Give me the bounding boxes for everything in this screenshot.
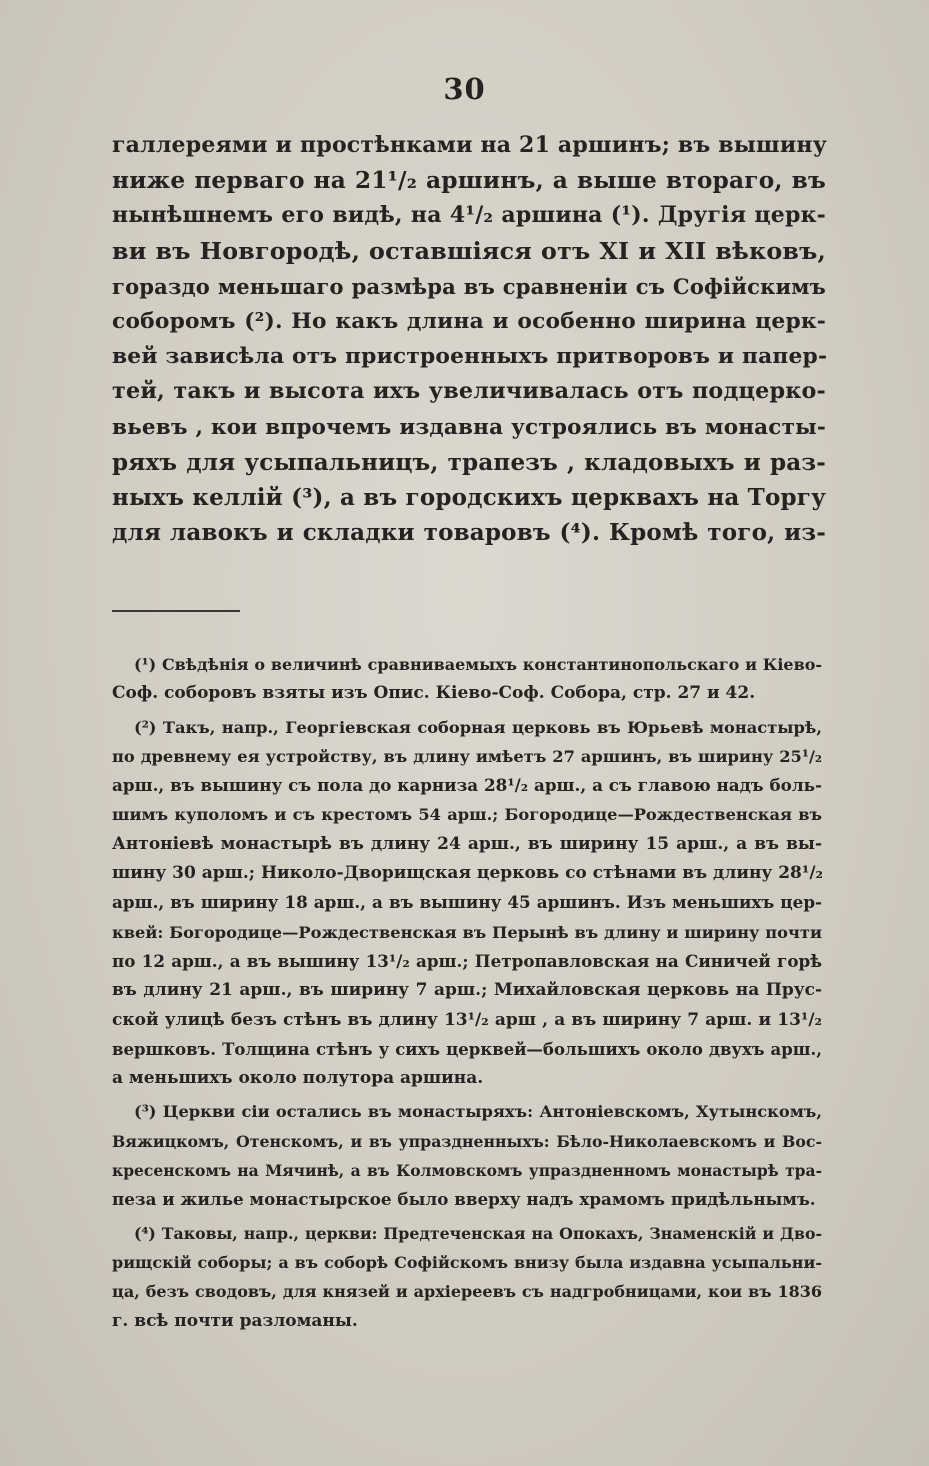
footnote-3	[112, 1097, 822, 1214]
footnote-line: квей: Богородице—Рождественская въ Перынѣ въ длину и ширину почти	[112, 922, 822, 942]
footnote-line: рищскій соборы; а въ соборѣ Софійскомъ внизу была издавна усыпальни-	[112, 1252, 822, 1272]
main-text-line: тей, такъ и высота ихъ увеличивалась отъ подцерко-	[112, 378, 826, 405]
main-text	[112, 128, 826, 550]
main-text-line: гораздо меньшаго размѣра въ сравненіи съ Софійскимъ	[112, 273, 826, 299]
main-text-line: нынѣшнемъ его видѣ, на 4¹/₂ аршина (¹). Другія церк-	[112, 202, 826, 229]
footnote-line: (⁴) Таковы, напр., церкви: Предтеченская на Опокахъ, Знаменскій и Дво-	[134, 1223, 822, 1243]
main-text-line: ныхъ келлій (³), а въ городскихъ церквахъ на Торгу	[112, 483, 827, 511]
footnote-line: ца, безъ сводовъ, для князей и архіереевъ съ надгробницами, кои въ 1836	[112, 1282, 822, 1302]
footnote-line: (³) Церкви сіи остались въ монастыряхъ: Антоніевскомъ, Хутынскомъ,	[134, 1102, 822, 1122]
footnote-line: шимъ куполомъ и съ крестомъ 54 арш.; Богородице—Рождественская въ	[112, 805, 822, 825]
footnote-line: Вяжицкомъ, Отенскомъ, и въ упраздненныхъ: Бѣло-Николаевскомъ и Вос-	[112, 1131, 822, 1151]
footnotes	[112, 650, 822, 1336]
page-number: 30	[443, 72, 486, 106]
footnote-line: Антоніевѣ монастырѣ въ длину 24 арш., въ ширину 15 арш., а въ вы-	[112, 833, 822, 854]
main-text-line: ви въ Новгородѣ, оставшіяся отъ XI и XII вѣковъ,	[112, 236, 826, 265]
footnote-line: Соф. соборовъ взяты изъ Опис. Кіево-Соф. Собора, стр. 27 и 42.	[112, 683, 756, 704]
main-text-line: для лавокъ и складки товаровъ (⁴). Кромѣ того, из-	[112, 519, 826, 547]
footnote-line: пеза и жилье монастырское было вверху надъ храмомъ придѣльнымъ.	[112, 1189, 816, 1210]
main-text-line: ниже перваго на 21¹/₂ аршинъ, а выше втораго, въ	[112, 167, 826, 195]
main-text-line: вей зависѣла отъ пристроенныхъ притворовъ и папер-	[112, 344, 828, 370]
footnote-1	[112, 650, 822, 709]
footnote-line: (²) Такъ, напр., Георгіевская соборная церковь въ Юрьевѣ монастырѣ,	[134, 717, 822, 737]
footnote-4	[112, 1219, 822, 1336]
footnote-line: г. всѣ почти разломаны.	[112, 1310, 358, 1331]
footnote-2	[112, 713, 822, 1094]
footnote-line: арш., въ вышину съ пола до карниза 28¹/₂ арш., а съ главою надъ боль-	[112, 775, 822, 796]
footnote-line: ской улицѣ безъ стѣнъ въ длину 13¹/₂ арш , а въ ширину 7 арш. и 13¹/₂	[112, 1009, 822, 1030]
footnote-line: кресенскомъ на Мячинѣ, а въ Колмовскомъ упраздненномъ монастырѣ тра-	[112, 1161, 822, 1181]
footnote-line: вершковъ. Толщина стѣнъ у сихъ церквей—большихъ около двухъ арш.,	[112, 1039, 822, 1059]
footnote-line: по древнему ея устройству, въ длину имѣетъ 27 аршинъ, въ ширину 25¹/₂	[112, 746, 822, 766]
main-text-line: вьевъ , кои впрочемъ издавна устроялись въ монасты-	[112, 414, 826, 440]
footnote-line: арш., въ ширину 18 арш., а въ вышину 45 аршинъ. Изъ меньшихъ цер-	[112, 892, 822, 913]
footnote-line: (¹) Свѣдѣнія о величинѣ сравниваемыхъ константинопольскаго и Кіево-	[134, 655, 822, 674]
footnote-divider	[112, 610, 240, 612]
footnote-line: а меньшихъ около полутора аршина.	[112, 1068, 484, 1089]
footnote-line: шину 30 арш.; Николо-Дворищская церковь со стѣнами въ длину 28¹/₂	[112, 863, 823, 884]
main-text-line: ряхъ для усыпальницъ, трапезъ , кладовыхъ и раз-	[112, 448, 826, 476]
footnote-line: въ длину 21 арш., въ ширину 7 арш.; Михайловская церковь на Прус-	[112, 980, 822, 1001]
main-text-line: соборомъ (²). Но какъ длина и особенно ширина церк-	[112, 308, 826, 334]
main-text-line: галлереями и простѣнками на 21 аршинъ; въ вышину	[112, 132, 827, 158]
footnote-line: по 12 арш., а въ вышину 13¹/₂ арш.; Петропавловская на Синичей горѣ	[112, 950, 822, 971]
